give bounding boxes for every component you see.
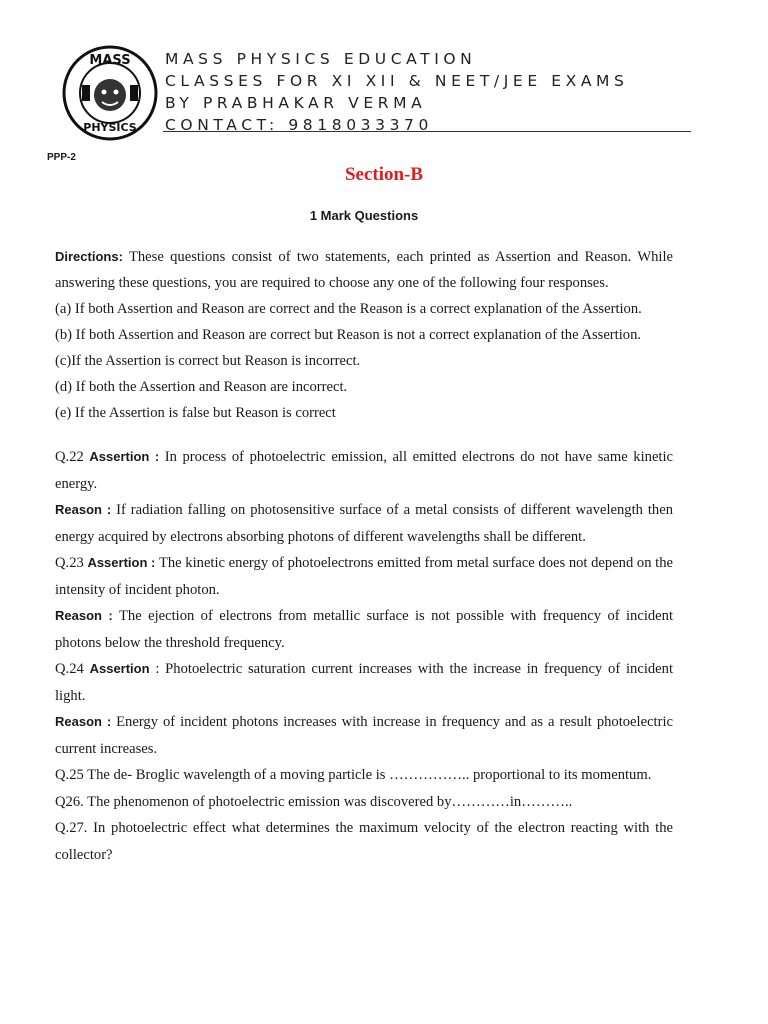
svg-text:PHYSICS: PHYSICS xyxy=(83,121,137,134)
svg-text:MASS: MASS xyxy=(89,53,131,68)
question-body xyxy=(55,244,673,868)
section-title: Section-B xyxy=(344,164,424,185)
question-23-assertion: Q.23 Assertion : The kinetic energy of photoelectrons emitted from metal surface does not depend on the intensity of incident photon. xyxy=(55,555,673,598)
option-a: (a) If both Assertion and Reason are correct and the Reason is a correct explanation of the Assertion. xyxy=(55,301,642,317)
option-d: (d) If both the Assertion and Reason are incorrect. xyxy=(55,379,348,395)
question-25: Q.25 The de- Broglic wavelength of a moving particle is …………….. proportional to its momentum. xyxy=(55,767,652,783)
directions-text: These questions consist of two statements, each printed as Assertion and Reason. While answering these questions, you are required to choose any one of the following four responses. xyxy=(55,249,673,291)
question-22-assertion: Q.22 Assertion : In process of photoelectric emission, all emitted electrons do not have same kinetic energy. xyxy=(55,449,674,492)
question-24-assertion: Q.24 Assertion : Photoelectric saturation current increases with the increase in frequency of incident light. xyxy=(55,661,673,704)
header-line-institute: MASS PHYSICS EDUCATION xyxy=(165,50,477,68)
spacer xyxy=(55,426,673,444)
questions-block xyxy=(55,444,673,868)
option-b: (b) If both Assertion and Reason are correct but Reason is not a correct explanation of the Assertion. xyxy=(55,327,642,343)
question-26: Q26. The phenomenon of photoelectric emission was discovered by…………in……….. xyxy=(55,793,573,810)
document-code: PPP-2 xyxy=(47,152,76,163)
option-c: (c)If the Assertion is correct but Reason is incorrect. xyxy=(55,353,361,369)
question-24-reason: Reason : Energy of incident photons increases with increase in frequency and as a result photoelectric current increases. xyxy=(55,714,673,757)
question-23-reason: Reason : The ejection of electrons from metallic surface is not possible with frequency of incident photons below the threshold frequency. xyxy=(55,608,674,651)
header-divider xyxy=(163,131,691,132)
institute-header xyxy=(165,48,725,136)
mass-physics-logo xyxy=(62,45,158,141)
directions-label: Directions: xyxy=(55,249,123,264)
directions-paragraph xyxy=(55,244,673,296)
header-line-contact: CONTACT: 9818033370 xyxy=(165,116,433,134)
question-27: Q.27. In photoelectric effect what determines the maximum velocity of the electron reacting with the collector? xyxy=(55,820,673,863)
option-e: (e) If the Assertion is false but Reason is correct xyxy=(55,405,336,421)
question-22-reason: Reason : If radiation falling on photosensitive surface of a metal consists of different wavelength then energy acquired by electrons absorbing photons of different wavelengths shall be different. xyxy=(55,502,673,545)
header-line-classes: CLASSES FOR XI XII & NEET/JEE EXAMS xyxy=(165,72,629,90)
header-line-author: BY PRABHAKAR VERMA xyxy=(165,94,427,112)
marks-subtitle: 1 Mark Questions xyxy=(309,208,419,223)
